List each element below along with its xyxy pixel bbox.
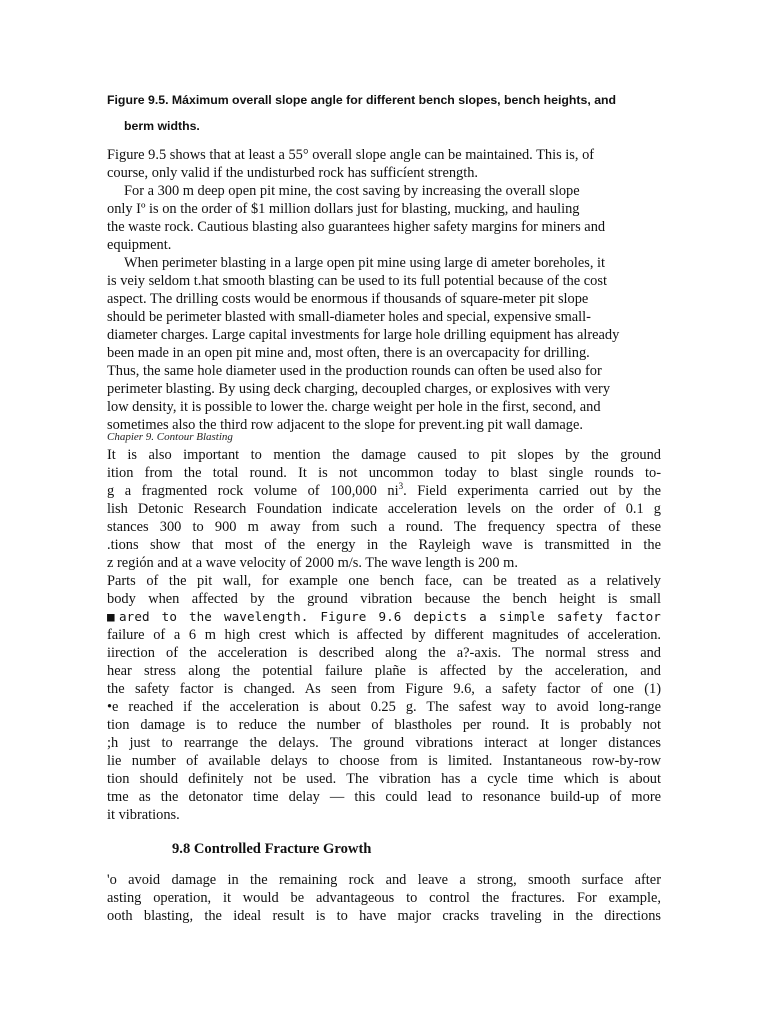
body-line: been made in an open pit mine and, most often, there is an overcapacity for drilling.	[107, 345, 590, 361]
body-line: When perimeter blasting in a large open pit mine using large di ameter boreholes, it	[124, 255, 606, 271]
body-line: equipment.	[107, 237, 172, 253]
superscript: 3	[398, 482, 404, 492]
body-line: •e reached if the acceleration is about 0.25 g. The safest way to avoid long-range	[107, 699, 661, 715]
body-line-text: g a fragmented rock volume of 100,000 ni	[107, 483, 399, 499]
body-line: 'o avoid damage in the remaining rock and leave a strong, smooth surface after	[107, 872, 661, 888]
body-line: should be perimeter blasted with small-diameter holes and special, expensive small-	[107, 309, 591, 325]
body-line: sometimes also the third row adjacent to the slope for prevent.ing pit wall damage.	[107, 417, 583, 433]
body-line: is veiy seldom t.hat smooth blasting can be used to its full potential because of the cost	[107, 273, 607, 289]
body-line	[107, 482, 661, 500]
body-line: hear stress along the potential failure plañe is affected by the acceleration, and	[107, 663, 661, 679]
body-line: Figure 9.5 shows that at least a 55° overall slope angle can be maintained. This is, of	[107, 147, 595, 163]
body-line: it vibrations.	[107, 807, 180, 823]
body-line: tion should definitely not be used. The vibration has a cycle time which is about	[107, 771, 661, 787]
body-line: ■ared to the wavelength. Figure 9.6 depicts a simple safety factor	[107, 609, 661, 624]
body-line: diameter charges. Large capital investments for large hole drilling equipment has already	[107, 327, 620, 343]
body-line: the safety factor is changed. As seen from Figure 9.6, a safety factor of one (1)	[107, 681, 661, 697]
body-line: Parts of the pit wall, for example one bench face, can be treated as a relatively	[107, 573, 661, 589]
figure-caption-line-2: berm widths.	[124, 119, 200, 133]
body-line: iirection of the acceleration is described along the a?-axis. The normal stress and	[107, 645, 661, 661]
section-heading: 9.8 Controlled Fracture Growth	[172, 841, 372, 857]
body-line: ition from the total round. It is not uncommon today to blast single rounds to-	[107, 465, 661, 481]
body-line: z región and at a wave velocity of 2000 m/s. The wave length is 200 m.	[107, 555, 518, 571]
body-line: low density, it is possible to lower the. charge weight per hole in the first, second, and	[107, 399, 601, 415]
body-line: the waste rock. Cautious blasting also guarantees higher safety margins for miners and	[107, 219, 606, 235]
body-line: only Iº is on the order of $1 million dollars just for blasting, mucking, and hauling	[107, 201, 580, 217]
body-line: tion damage is to reduce the number of blastholes per round. It is probably not	[107, 717, 661, 733]
body-line: course, only valid if the undisturbed rock has sufficíent strength.	[107, 165, 479, 181]
body-line: perimeter blasting. By using deck charging, decoupled charges, or explosives with very	[107, 381, 611, 397]
body-line: body when affected by the ground vibration because the bench height is small	[107, 591, 661, 607]
body-line: stances 300 to 900 m away from such a round. The frequency spectra of these	[107, 519, 661, 535]
body-line: aspect. The drilling costs would be enormous if thousands of square-meter pit slope	[107, 291, 589, 307]
body-line-text: . Field experimenta carried out by the	[403, 483, 661, 499]
body-line: For a 300 m deep open pit mine, the cost saving by increasing the overall slope	[124, 183, 580, 199]
running-head: Chapier 9. Contour Blasting	[107, 431, 233, 443]
body-line: asting operation, it would be advantageous to control the fractures. For example,	[107, 890, 661, 906]
body-line: .tions show that most of the energy in the Rayleigh wave is transmitted in the	[107, 537, 661, 553]
body-line: tme as the detonator time delay — this could lead to resonance build-up of more	[107, 789, 661, 805]
body-line: failure of a 6 m high crest which is affected by different magnitudes of acceleration.	[107, 627, 661, 643]
body-line: lish Detonic Research Foundation indicate acceleration levels on the order of 0.1 g	[107, 501, 661, 517]
body-line: lie number of available delays to choose from is limited. Instantaneous row-by-row	[107, 753, 661, 769]
figure-caption-line-1: Figure 9.5. Máximum overall slope angle for different bench slopes, bench heights, and	[107, 93, 617, 107]
body-line: Thus, the same hole diameter used in the production rounds can often be used also for	[107, 363, 602, 379]
body-line: ooth blasting, the ideal result is to have major cracks traveling in the directions	[107, 908, 661, 924]
body-line: ;h just to rearrange the delays. The ground vibrations interact at longer distances	[107, 735, 661, 751]
body-line: It is also important to mention the damage caused to pit slopes by the ground	[107, 447, 661, 463]
